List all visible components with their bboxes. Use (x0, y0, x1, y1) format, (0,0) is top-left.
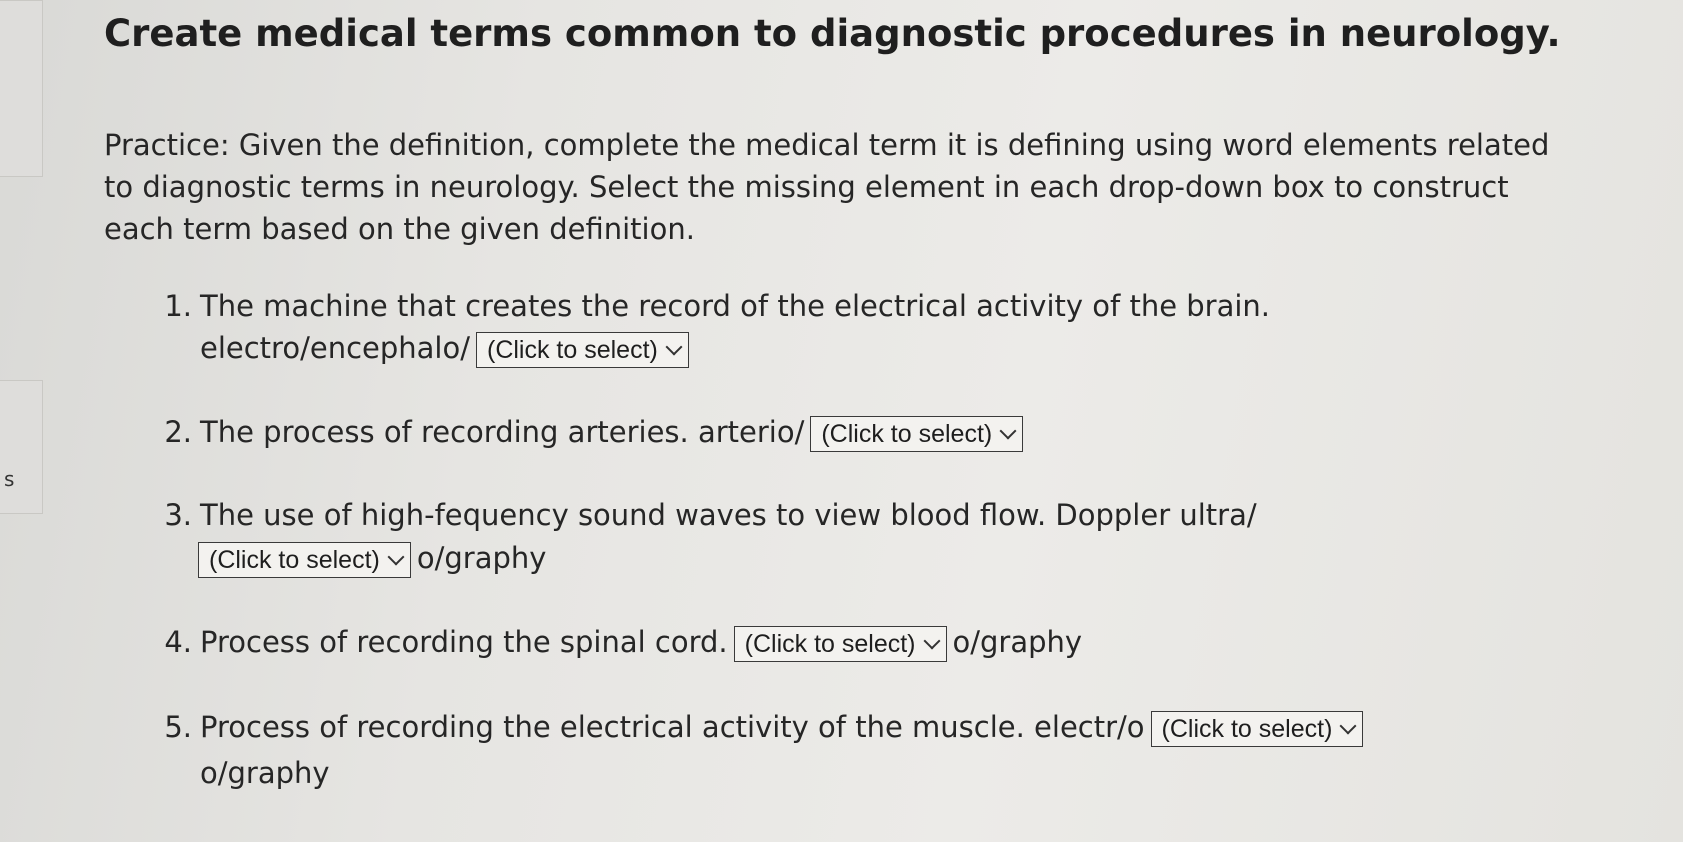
term-dropdown-3[interactable] (198, 542, 411, 578)
question-item-5-term (200, 752, 330, 794)
side-panel-label: s (4, 467, 15, 491)
question-number: 4. (164, 625, 192, 659)
dropdown-placeholder: (Click to select) (744, 630, 916, 658)
question-definition: Process of recording the spinal cord. (200, 625, 728, 659)
question-number: 5. (164, 710, 192, 744)
chevron-down-icon (387, 549, 404, 566)
term-dropdown-1[interactable] (476, 332, 689, 368)
question-definition: The use of high-fequency sound waves to view blood flow. Doppler ultra/ (200, 498, 1257, 532)
term-prefix: electro/encephalo/ (200, 331, 470, 365)
chevron-down-icon (923, 633, 940, 650)
chevron-down-icon (1000, 423, 1017, 440)
chevron-down-icon (665, 339, 682, 356)
question-item-1 (150, 285, 1270, 327)
dropdown-placeholder: (Click to select) (209, 546, 380, 574)
term-suffix: o/graphy (200, 756, 330, 790)
side-panel-edge-middle[interactable] (0, 380, 43, 514)
dropdown-placeholder: (Click to select) (487, 336, 658, 364)
question-definition: The process of recording arteries. arterio/ (200, 415, 805, 449)
dropdown-placeholder: (Click to select) (821, 420, 993, 448)
question-number: 2. (164, 415, 192, 449)
question-item-3 (150, 494, 1257, 536)
question-item-3-term (194, 537, 546, 579)
question-item-1-term (200, 327, 695, 369)
term-suffix: o/graphy (416, 541, 547, 575)
question-item-2 (150, 411, 1029, 453)
term-dropdown-4[interactable] (734, 626, 947, 662)
side-panel-edge-top (0, 0, 43, 177)
instructions-text: Practice: Given the definition, complete the medical term it is defining using word elements related to diagnostic terms in neurology. Select the missing element in each drop-down box to construct each term based on the given definition. (104, 128, 1550, 246)
term-suffix: o/graphy (952, 625, 1083, 659)
question-definition: Process of recording the electrical activity of the muscle. electr/o (200, 710, 1145, 744)
page-title: Create medical terms common to diagnostic procedures in neurology. (104, 12, 1561, 55)
question-item-5 (150, 706, 1369, 748)
chevron-down-icon (1340, 718, 1357, 735)
question-definition: The machine that creates the record of the electrical activity of the brain. (200, 289, 1271, 323)
term-dropdown-2[interactable] (810, 416, 1023, 452)
term-dropdown-5[interactable] (1151, 711, 1364, 747)
question-number: 1. (164, 289, 192, 323)
dropdown-placeholder: (Click to select) (1161, 715, 1333, 743)
question-item-4 (150, 621, 1082, 663)
question-number: 3. (164, 498, 192, 532)
